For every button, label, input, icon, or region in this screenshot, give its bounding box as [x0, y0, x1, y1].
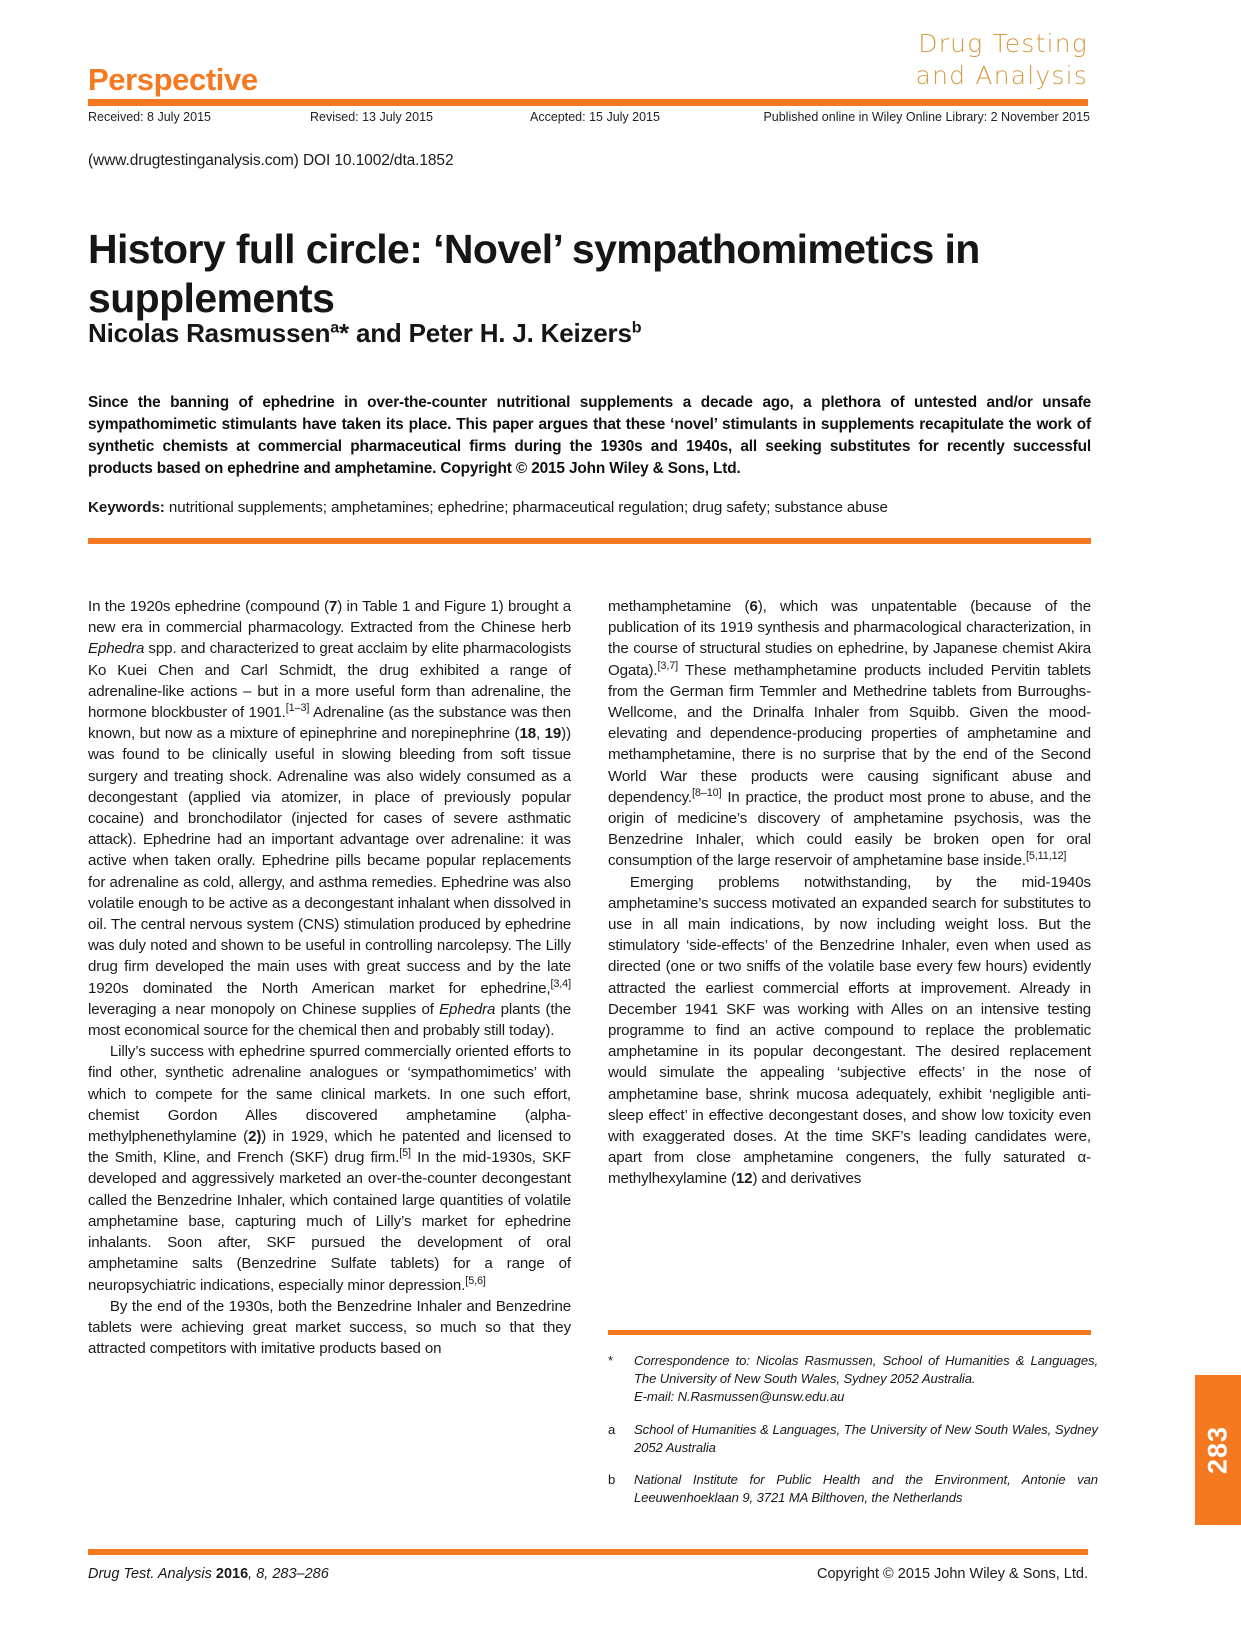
footnote-text: School of Humanities & Languages, The University of New South Wales, Sydney 2052 Australia — [634, 1421, 1098, 1455]
footnote-marker: a — [608, 1421, 616, 1437]
footnote-affiliation-b — [608, 1471, 1098, 1507]
paragraph: In the 1920s ephedrine (compound (7) in Table 1 and Figure 1) brought a new era in commercial pharmacology. Extracted from the Chinese herb Ephedra spp. and characterized to great acclaim by elite pharmacologists Ko Kuei Chen and Carl Schmidt, the drug exhibited a range of adrenaline-like actions – but in a more useful form than adrenaline, the hormone blockbuster of 1901.[1–3] Adrenaline (as the substance was then known, but now as a mixture of epinephrine and norepinephrine (18, 19)) was found to be clinically useful in slowing bleeding from soft tissue surgery and treating shock. Adrenaline was also widely consumed as a decongestant (applied via atomizer, in place of previously popular cocaine) and bronchodilator (injected for cases of severe asthmatic attack). Ephedrine had an important advantage over adrenaline: it was active when taken orally. Ephedrine pills became popular replacements for adrenaline as cold, allergy, and asthma remedies. Ephedrine was also volatile enough to be active as a decongestant inhalant when dissolved in oil. The central nervous system (CNS) stimulation produced by ephedrine was duly noted and shown to be useful in controlling narcolepsy. The Lilly drug firm developed the main uses with great success and by the late 1920s dominated the North American market for ephedrine,[3,4] leveraging a near monopoly on Chinese supplies of Ephedra plants (the most economical source for the chemical then and probably still today). — [88, 598, 571, 1040]
date-received: Received: 8 July 2015 — [88, 110, 211, 124]
footnote-marker: * — [608, 1353, 613, 1368]
footnote-text: Correspondence to: Nicolas Rasmussen, School of Humanities & Languages, The University of New South Wales, Sydney 2052 Australia. E-mail: N.Rasmussen@unsw.edu.au — [634, 1353, 1098, 1405]
date-published: Published online in Wiley Online Library: 2 November 2015 — [763, 110, 1090, 124]
abstract-text: Since the banning of ephedrine in over-the-counter nutritional supplements a decade ago, a plethora of untested and/or unsafe sympathomimetic stimulants have taken its place. This paper argues that these ‘novel’ stimulants in supplements recapitulate the work of synthetic chemists at commercial pharmaceutical firms during the 1930s and 1940s, all seeking substitutes for recently successful products based on ephedrine and amphetamine. Copyright © 2015 John Wiley & Sons, Ltd. — [88, 394, 1091, 477]
section-label: Perspective — [88, 62, 258, 97]
footer-divider-rule — [88, 1549, 1088, 1555]
footnote-affiliation-a — [608, 1421, 1098, 1457]
paragraph: Emerging problems notwithstanding, by the mid-1940s amphetamine’s success motivated an expanded search for substitutes to use in all main indications, by now including weight loss. But the stimulatory ‘side-effects’ of the Benzedrine Inhaler, even when used as directed (one or two sniffs of the volatile base every few hours) evidently attracted the earliest commercial efforts at improvement. Already in December 1941 SKF was working with Alles on an intensive testing programme to find an active compound to replace the problematic amphetamine in its popular decongestant. The desired replacement would simulate the appealing ‘subjective effects’ in the nose of amphetamine base, shrink mucosa adequately, exhibit ‘negligible anti-sleep effect’ in effective decongestant doses, and show low toxicity even with exaggerated doses. At the time SKF’s leading candidates were, apart from close amphetamine congeners, the fully saturated α-methylhexylamine (12) and derivatives — [608, 873, 1091, 1188]
footer-copyright: Copyright © 2015 John Wiley & Sons, Ltd. — [816, 1566, 1088, 1582]
page-number: 283 — [1202, 1425, 1233, 1475]
abstract-divider-rule — [88, 538, 1091, 544]
publication-dates — [88, 110, 1090, 130]
header-divider-rule — [88, 99, 1088, 106]
footer-citation: Drug Test. Analysis 2016, 8, 283–286 — [88, 1566, 329, 1582]
keywords-label: Keywords: — [88, 499, 165, 516]
paragraph: By the end of the 1930s, both the Benzedrine Inhaler and Benzedrine tablets were achieving great market success, so much so that they attracted competitors with imitative products based on — [88, 1297, 571, 1358]
journal-logo — [916, 28, 1088, 92]
keywords-row — [88, 497, 1091, 518]
footnote-correspondence — [608, 1352, 1098, 1407]
footnote-block — [608, 1352, 1098, 1521]
page-number-tab — [1195, 1375, 1241, 1525]
date-accepted: Accepted: 15 July 2015 — [530, 110, 660, 124]
footnote-text: National Institute for Public Health and the Environment, Antonie van Leeuwenhoeklaan 9, 3721 MA Bilthoven, the Netherlands — [634, 1471, 1098, 1506]
footnote-divider-rule — [608, 1330, 1091, 1335]
body-column-left — [88, 596, 571, 1359]
footnote-marker: b — [608, 1471, 616, 1487]
date-revised: Revised: 13 July 2015 — [310, 110, 433, 124]
journal-title-line2: and Analysis — [915, 61, 1088, 90]
masthead — [88, 28, 1088, 98]
page-title: History full circle: ‘Novel’ sympathomimetics in supplements — [88, 226, 980, 322]
paragraph: Lilly’s success with ephedrine spurred commercially oriented efforts to find other, synthetic adrenaline analogues or ‘sympathomimetics’ with which to compete for the same clinical markets. In one such effort, chemist Gordon Alles discovered amphetamine (alpha-methylphenethylamine (2)) in 1929, which he patented and licensed to the Smith, Kline, and French (SKF) drug firm.[5] In the mid-1930s, SKF developed and aggressively marketed an over-the-counter decongestant called the Benzedrine Inhaler, which contained large quantities of volatile amphetamine base, capturing much of Lilly’s market for ephedrine inhalants. Soon after, SKF pursued the development of oral amphetamine salts (Benzedrine Sulfate tablets) for a range of neuropsychiatric indications, especially minor depression.[5,6] — [88, 1043, 571, 1294]
doi-line[interactable]: (www.drugtestinganalysis.com) DOI 10.1002/dta.1852 — [88, 152, 454, 169]
page-footer — [88, 1566, 1088, 1590]
paragraph: methamphetamine (6), which was unpatentable (because of the publication of its 1919 synthesis and pharmacological characterization, in the course of structural studies on ephedrine, by Japanese chemist Akira Ogata).[3,7] These methamphetamine products included Pervitin tablets from the German firm Temmler and Methedrine tablets from Burroughs-Wellcome, and the Drinalfa Inhaler from Squibb. Given the mood-elevating and dependence-producing properties of amphetamine and methamphetamine, there is no surprise that by the end of the Second World War these products were causing significant abuse and dependency.[8–10] In practice, the product most prone to abuse, and the origin of medicine’s discovery of amphetamine psychosis, was the Benzedrine Inhaler, which could easily be broken open for oral consumption of the large reservoir of amphetamine base inside.[5,11,12] — [608, 598, 1091, 870]
body-column-right — [608, 596, 1091, 1190]
keywords-value: nutritional supplements; amphetamines; ephedrine; pharmaceutical regulation; drug safety; substance abuse — [168, 499, 888, 516]
journal-title-line1: Drug Testing — [918, 29, 1088, 58]
author-list: Nicolas Rasmussen$^a$* and Peter H. J. Keizers$^b$ — [88, 318, 642, 348]
